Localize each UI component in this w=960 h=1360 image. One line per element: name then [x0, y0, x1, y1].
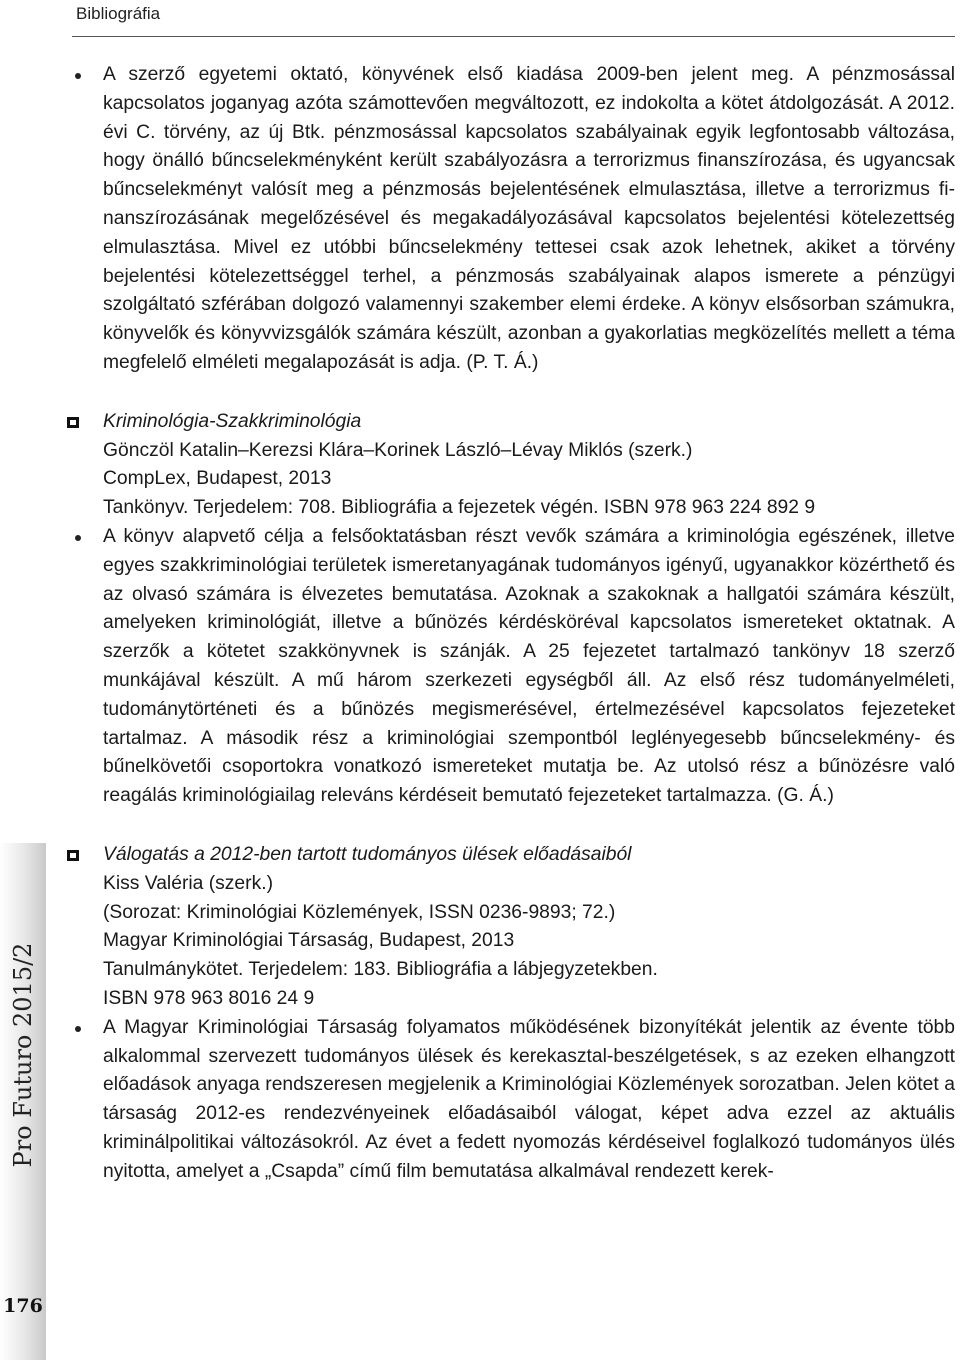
bibliography-content	[103, 61, 955, 1186]
bullet-icon	[75, 535, 81, 541]
header-rule	[72, 36, 955, 37]
entry-isbn: ISBN 978 963 8016 24 9	[103, 987, 315, 1009]
entry-annotation	[103, 1014, 955, 1187]
running-head: Bibliográfia	[76, 4, 161, 23]
entry-authors: Gönczöl Katalin–Kerezsi Klára–Korinek László–Lévay Miklós (szerk.)	[103, 439, 693, 461]
annotation-text: A szerző egyetemi oktató, könyvének első kiadása 2009-ben jelent meg. A pénzmosással kapcsolatos joganyag azóta számottevően megváltozott, ez indokolta a kötet átdolgozását. A 2012. évi C. törvény, az új Btk. pénzmosással kapcsolatos szabályainak egyik legfontosabb változása, hogy önálló bűncselekményként került szabályozásra a terrorizmus finanszírozása, és ugyancsak bűncselekményt valósít meg a pénzmosás bejelentésének elmulasztása, illetve a terrorizmus finanszírozásának megelőzésével és megakadályozásával kapcsolatos bejelentési kötelezettség elmulasztása. Mivel ez utóbbi bűncselekmény tettesei csak azok lehetnek, akiket a törvény bejelentési kötelezettséggel terhel, a pénzmosás szabályainak alapos ismerete a pénzügyi szolgáltató szférában dolgozó valamennyi szakember elemi érdeke. A könyv elsősorban számukra, könyvelők és könyvvizsgálók számára készült, azonban a gyakorlatias megközelítés mellett a téma megfelelő elméleti megalapozását is adja. (P. T. Á.)	[103, 64, 955, 373]
square-bullet-icon	[67, 850, 79, 861]
bibliography-entry	[103, 841, 955, 1187]
bullet-icon	[75, 73, 81, 79]
entry-series: (Sorozat: Kriminológiai Közlemények, ISSN 0236-9893; 72.)	[103, 901, 616, 923]
entry-annotation	[103, 523, 955, 811]
entry-editor: Kiss Valéria (szerk.)	[103, 872, 273, 894]
annotation-text: A könyv alapvető célja a felsőoktatásban részt vevők számára a kriminológia egészének, illetve egyes szakkriminológiai területek ismeretanyagának tudományos igényű, ugyanakkor közérthető és az olvasó számára is élvezetes bemutatása. Azoknak a szakoknak a hallgatói számára készült, amelyeken kriminológiát, illetve a bűnözés kérdésköréval kapcsolatos ismereteket oktatnak. A szerzők a kötetet szakkönyvnek is szánják. A 25 fejezetet tartalmazó tankönyv 18 szerző munkájával készült. A mű három szerkezeti egységből áll. Az első rész tudományelméleti, tudománytörténeti és a bűnözés megismerésével, értelmezésével kapcsolatos fejezeteket tartalmaz. A második rész a kriminológiai szempontból leglényegesebb bűncselekmény- és bűnelkövetői csoportokra vonatkozó ismereteket mutatja be. Az utolsó rész a bűnözésre való reagálás kriminológiailag releváns kérdéseit bemutató fejezeteket tartalmazza. (G. Á.)	[103, 525, 955, 807]
bibliography-entry	[103, 61, 955, 378]
bullet-icon	[75, 1026, 81, 1032]
entry-title-text: Kriminológia-Szakkriminológia	[103, 410, 362, 432]
page-number: 176	[3, 1295, 43, 1317]
entry-title	[103, 408, 955, 437]
entry-publisher: CompLex, Budapest, 2013	[103, 468, 332, 490]
entry-title-text: Válogatás a 2012-ben tartott tudományos ülések előadásaiból	[103, 843, 632, 865]
journal-title: Pro Futuro 2015/2	[9, 942, 37, 1168]
square-bullet-icon	[67, 417, 79, 428]
entry-annotation	[103, 61, 955, 378]
entry-publisher: Magyar Kriminológiai Társaság, Budapest, 2013	[103, 930, 515, 952]
annotation-text: A Magyar Kriminológiai Társaság folyamatos működésének bizonyítékát jelentik az évente több alkalommal szervezett tudományos ülések és kerekasztal-beszélgetések, s az ezeken elhangzott előadások anyaga rendszeresen megjelenik a Kriminológiai Közlemények sorozatban. Jelen kötet a társaság 2012-es rendezvényeinek előadásaiból válogat, képet adva ezzel az aktuális kriminálpolitikai változásokról. Az évet a fedett nyomozás kérdéseivel foglalkozó tudományos ülés nyitotta, amelyet a „Csapda” című film bemutatása alkalmával rendezett kerek-	[103, 1016, 955, 1182]
entry-details: Tankönyv. Terjedelem: 708. Bibliográfia a fejezetek végén. ISBN 978 963 224 892 9	[103, 497, 816, 519]
bibliography-entry	[103, 408, 955, 811]
entry-details: Tanulmánykötet. Terjedelem: 183. Bibliográfia a lábjegyzetekben.	[103, 959, 658, 981]
entry-title	[103, 841, 955, 870]
